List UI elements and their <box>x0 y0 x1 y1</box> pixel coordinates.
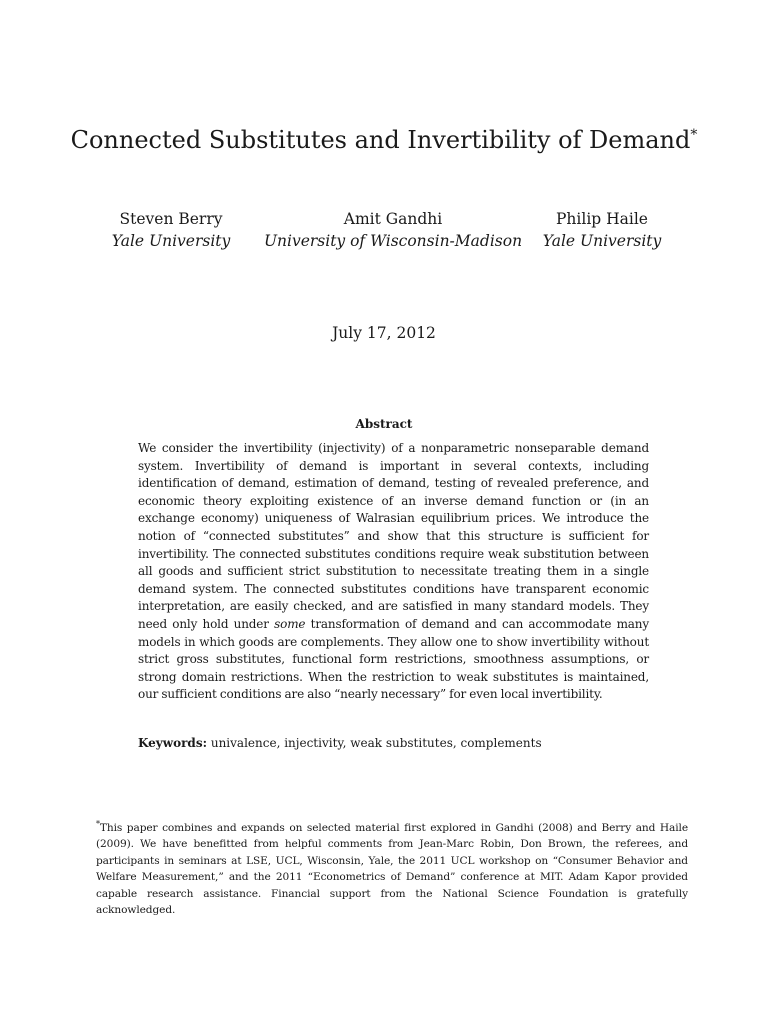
abstract-text-part1: We consider the invertibility (injectivity) of a nonparametric nonseparable demand system. Invertibility of demand is important in several contexts, including identification of demand, estimation of demand, testing of revealed preference, and economic theory exploiting existence of an inverse demand function or (in an exchange economy) uniqueness of Walrasian equilibrium prices. We introduce the notion of “connected substitutes” and show that this structure is sufficient for invertibility. The connected substitutes conditions require weak substitution between all goods and sufficient strict substitution to necessitate treating them in a single demand system. The connected substitutes conditions have transparent economic interpretation, are easily checked, and are satisfied in many standard models. They need only hold under <box>138 441 649 631</box>
paper-title <box>60 124 708 156</box>
paper-date: July 17, 2012 <box>332 324 436 342</box>
keywords-line <box>138 734 658 752</box>
author-affiliation: Yale University <box>111 232 231 250</box>
author-2 <box>254 208 532 252</box>
title-footnote-mark: * <box>690 127 698 143</box>
author-name: Philip Haile <box>556 210 648 228</box>
abstract-emphasis: some <box>274 616 306 631</box>
author-affiliation: Yale University <box>542 232 662 250</box>
author-name: Amit Gandhi <box>343 210 443 228</box>
abstract-text-part2: transformation of demand and can accommodate many models in which goods are complements. They allow one to show invertibility without strict gross substitutes, functional form restrictions, smoothness assumptions, or strong domain restrictions. When the restriction to weak substitutes is maintained, our sufficient conditions are also “nearly necessary” for even local invertibility. <box>138 616 650 702</box>
keywords-label: Keywords: <box>138 736 208 750</box>
keywords-value: univalence, injectivity, weak substitutes, complements <box>210 736 542 750</box>
title-text: Connected Substitutes and Invertibility of Demand <box>70 126 691 154</box>
author-affiliation: University of Wisconsin-Madison <box>263 232 523 250</box>
footnote-mark: * <box>96 819 100 829</box>
footnote-text: This paper combines and expands on selected material first explored in Gandhi (2008) and Berry and Haile (2009). We have benefitted from helpful comments from Jean-Marc Robin, Don Brown, the referees, and participants in seminars at LSE, UCL, Wisconsin, Yale, the 2011 UCL workshop on “Consumer Behavior and Welfare Measurement,” and the 2011 “Econometrics of Demand” conference at MIT. Adam Kapor provided capable research assistance. Financial support from the National Science Foundation is gratefully acknowledged. <box>96 822 688 917</box>
author-block <box>0 208 768 258</box>
author-1 <box>96 208 246 252</box>
footnote <box>96 820 688 918</box>
abstract-heading: Abstract <box>355 417 413 431</box>
author-3 <box>540 208 664 252</box>
author-name: Steven Berry <box>119 210 223 228</box>
abstract-body <box>138 440 649 704</box>
